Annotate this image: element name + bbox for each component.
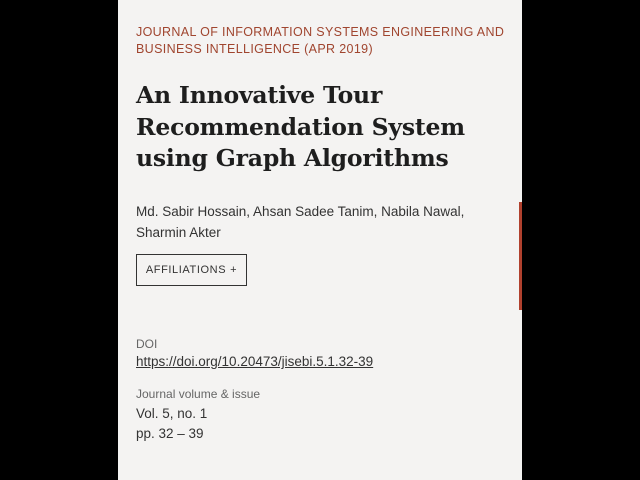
article-card [118, 0, 522, 480]
right-letterbox [522, 0, 640, 480]
affiliations-button[interactable] [136, 254, 247, 286]
page-range: pp. 32 – 39 [136, 426, 204, 441]
volume-issue-value: Vol. 5, no. 1 [136, 406, 208, 421]
doi-label: DOI [136, 337, 158, 351]
doi-link[interactable]: https://doi.org/10.20473/jisebi.5.1.32-39 [136, 354, 374, 369]
journal-name: JOURNAL OF INFORMATION SYSTEMS ENGINEERING AND BUSINESS INTELLIGENCE (APR 2019) [136, 25, 505, 56]
volume-issue-label: Journal volume & issue [136, 387, 261, 401]
volume-issue-info [136, 404, 207, 444]
article-authors: Md. Sabir Hossain, Ahsan Sadee Tanim, Nabila Nawal, Sharmin Akter [136, 204, 465, 240]
affiliations-label: AFFILIATIONS [145, 264, 227, 276]
right-accent-stripe [519, 202, 522, 310]
plus-icon: + [230, 264, 238, 276]
article-title: An Innovative Tour Recommendation System using Graph Algorithms [136, 81, 465, 172]
left-letterbox [0, 0, 118, 480]
